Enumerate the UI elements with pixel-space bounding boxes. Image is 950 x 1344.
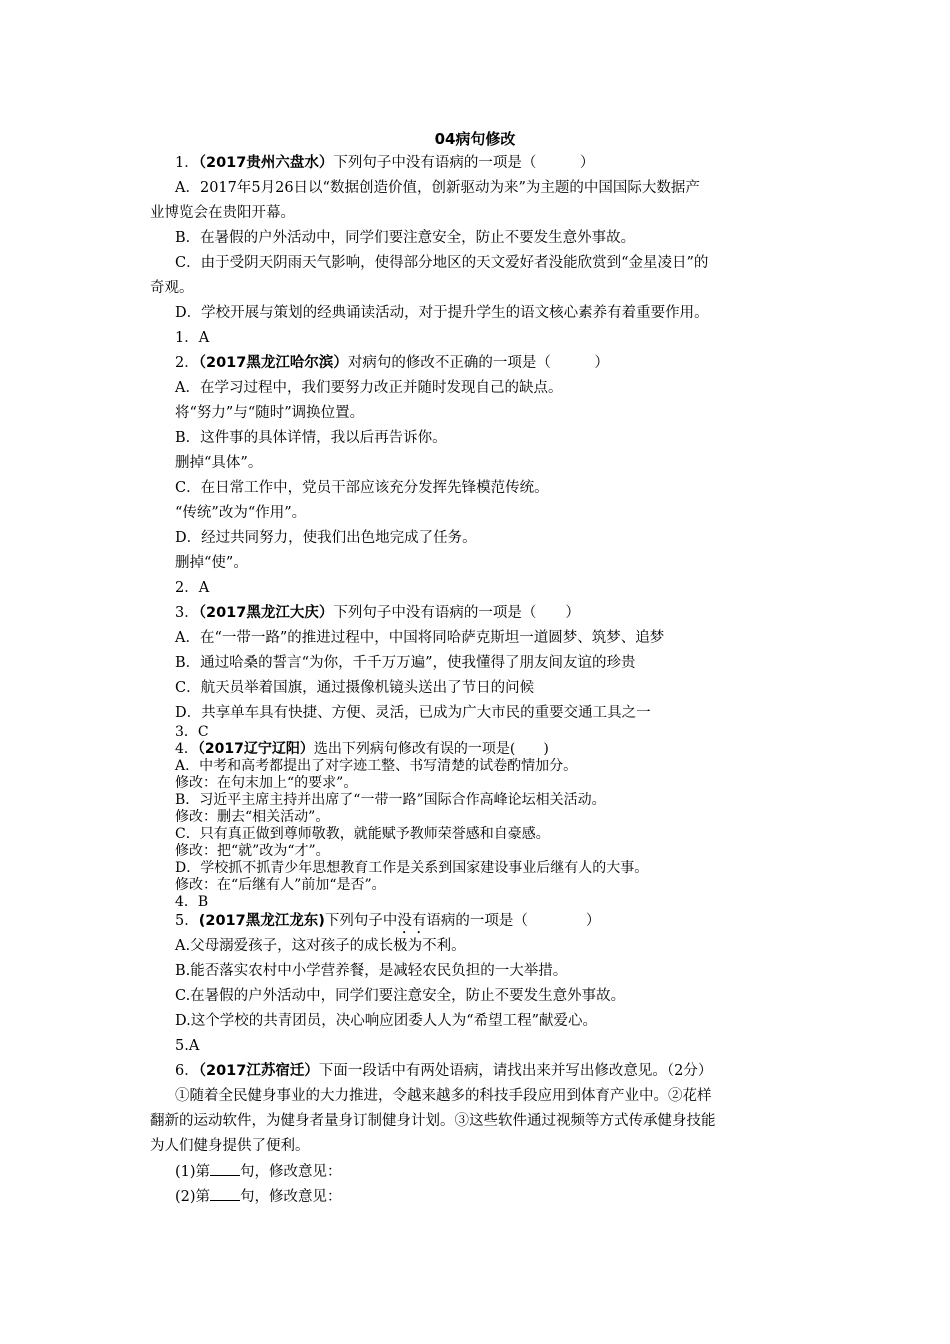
page-title: 04病句修改 [434, 130, 516, 148]
q5-option-b: B.能否落实农村中小学营养餐，是减轻农民负担的一大举措。 [175, 963, 568, 979]
q2-option-b-fix: 删掉“具体”。 [175, 455, 263, 471]
question-number: 1． [175, 155, 199, 171]
question-source: （2017江苏宿迁） [198, 1063, 319, 1079]
q4-option-d: D．学校抓不抓青少年思想教育工作是关系到国家建设事业后继有人的大事。 [175, 860, 649, 876]
q2-option-c: C．在日常工作中，党员干部应该充分发挥先锋模范传统。 [175, 480, 549, 496]
q3-answer: 3．C [175, 724, 209, 740]
q6-passage-line1: ①随着全民健身事业的大力推进，令越来越多的科技手段应用到体育产业中。②花样 [175, 1088, 712, 1104]
q3-option-d: D．共享单车具有快捷、方便、灵活，已成为广大市民的重要交通工具之一 [175, 705, 651, 721]
question-source: （2017黑龙江大庆） [198, 605, 334, 621]
question-4-stem [175, 741, 549, 758]
fill-prefix: (1)第 [175, 1164, 211, 1180]
question-1-stem [175, 153, 594, 173]
question-2-stem [175, 353, 609, 373]
question-number: 6． [175, 1063, 199, 1079]
question-source: (2017黑龙江龙东) [198, 913, 325, 929]
q4-option-d-fix: 修改：在“后继有人”前加“是否”。 [175, 877, 386, 893]
q5-option-c: C.在暑假的户外活动中，同学们要注意安全，防止不要发生意外事故。 [175, 988, 626, 1004]
q1-option-b: B．在暑假的户外活动中，同学们要注意安全，防止不要发生意外事故。 [175, 230, 636, 246]
question-source: （2017贵州六盘水） [198, 155, 334, 171]
q4-option-b: B．习近平主席主持并出席了“一带一路”国际合作高峰论坛相关活动。 [175, 792, 606, 808]
question-text: 下列句子中没有语病的一项是（ ） [333, 155, 595, 171]
question-text: 对病句的修改不正确的一项是（ ） [347, 355, 609, 371]
question-text-end: 语病的一项是（ ） [426, 913, 601, 929]
question-number: 4． [175, 741, 198, 757]
question-5-stem [175, 911, 600, 937]
q4-answer: 4．B [175, 894, 209, 910]
q5-option-a: A.父母溺爱孩子，这对孩子的成长极为不利。 [175, 938, 466, 954]
q1-answer: 1．A [175, 330, 210, 346]
question-number: 2． [175, 355, 199, 371]
q2-option-d-fix: 删掉“使”。 [175, 555, 248, 571]
question-number: 3． [175, 605, 199, 621]
q1-option-c-line2: 奇观。 [150, 280, 194, 296]
question-source: （2017黑龙江哈尔滨） [198, 355, 348, 371]
q1-option-d: D．学校开展与策划的经典诵读活动，对于提升学生的语文核心素养有着重要作用。 [175, 305, 709, 321]
q6-passage-line2: 翻新的运动软件，为健身者量身订制健身计划。③这些软件通过视频等方式传承健身技能 [150, 1113, 716, 1129]
q1-option-c-line1: C．由于受阴天阴雨天气影响，使得部分地区的天文爱好者没能欣赏到“金星凌日”的 [175, 255, 709, 271]
q6-fill-line-1 [175, 1161, 342, 1182]
fill-prefix: (2)第 [175, 1189, 211, 1205]
q4-option-a-fix: 修改：在句末加上“的要求”。 [175, 775, 358, 791]
q5-option-d: D.这个学校的共青团员，决心响应团委人人为“希望工程”献爱心。 [175, 1013, 598, 1029]
q3-option-a: A．在“一带一路”的推进过程中，中国将同哈萨克斯坦一道圆梦、筑梦、追梦 [175, 630, 665, 646]
question-text: 下列句子中没有语病的一项是（ ） [333, 605, 580, 621]
q6-passage-line3: 为人们健身提供了便利。 [150, 1138, 310, 1154]
fill-suffix: 句，修改意见： [240, 1189, 342, 1205]
q4-option-a: A．中考和高考都提出了对字迹工整、书写清楚的试卷酌情加分。 [175, 758, 578, 774]
answer-blank[interactable] [210, 1161, 240, 1176]
question-text: 选出下列病句修改有误的一项是( ) [313, 741, 549, 757]
q4-option-c-fix: 修改：把“就”改为“才”。 [175, 843, 330, 859]
q4-option-b-fix: 修改：删去“相关活动”。 [175, 809, 330, 825]
q4-option-c: C．只有真正做到尊师敬教，就能赋予教师荣誉感和自豪感。 [175, 826, 550, 842]
q1-option-a-line1: A．2017年5月26日以“数据创造价值，创新驱动为来”为主题的中国国际大数据产 [175, 180, 700, 196]
emphasized-text: 没有 [397, 913, 427, 929]
answer-blank[interactable] [210, 1186, 240, 1201]
question-text: 下面一段话中有两处语病，请找出来并写出修改意见。（2分） [318, 1063, 713, 1079]
q3-option-c: C．航天员举着国旗，通过摄像机镜头送出了节日的问候 [175, 680, 535, 696]
question-6-stem [175, 1061, 712, 1081]
q2-option-d: D．经过共同努力，使我们出色地完成了任务。 [175, 530, 477, 546]
question-text: 下列句子中 [324, 913, 398, 929]
q3-option-b: B．通过哈桑的誓言“为你，千千万万遍”，使我懂得了朋友间友谊的珍贵 [175, 655, 636, 671]
q6-fill-line-2 [175, 1186, 342, 1207]
q2-option-c-fix: “传统”改为“作用”。 [175, 505, 307, 521]
q2-option-a: A．在学习过程中，我们要努力改正并随时发现自己的缺点。 [175, 380, 563, 396]
q5-answer: 5.A [175, 1038, 200, 1054]
q1-option-a-line2: 业博览会在贵阳开幕。 [150, 205, 295, 221]
question-number: 5． [175, 913, 199, 929]
question-source: （2017辽宁辽阳） [197, 741, 314, 757]
q2-option-b: B．这件事的具体详情，我以后再告诉你。 [175, 430, 447, 446]
question-3-stem [175, 603, 580, 623]
q2-answer: 2．A [175, 580, 210, 596]
fill-suffix: 句，修改意见： [240, 1164, 342, 1180]
q2-option-a-fix: 将“努力”与“随时”调换位置。 [175, 405, 365, 421]
